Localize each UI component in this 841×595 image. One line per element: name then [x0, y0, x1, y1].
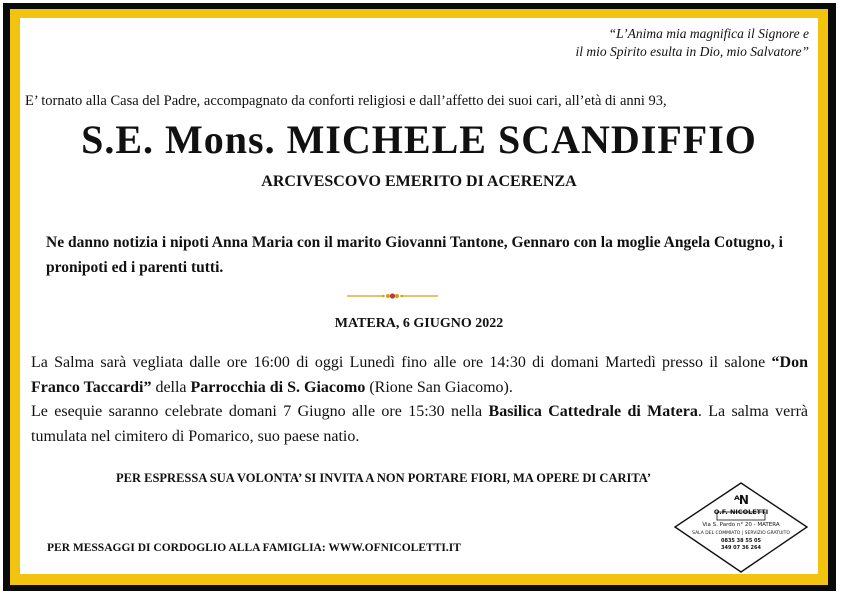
- wake-text-1: La Salma sarà vegliata dalle ore 16:00 di oggi Lunedì fino alle ore 14:30 di domani Martedì presso il salone: [31, 354, 772, 371]
- deceased-name: S.E. Mons. MICHELE SCANDIFFIO: [81, 117, 757, 162]
- funeral-details: [31, 351, 808, 449]
- wake-text-3: (Rione San Giacomo).: [365, 378, 513, 396]
- logo-address: Via S. Pardo n° 20 - MATERA: [702, 522, 780, 528]
- wake-paragraph: [31, 351, 808, 400]
- parish-name: Parrocchia di S. Giacomo: [190, 378, 366, 396]
- funeral-text-2: . La salma verrà tumulata nel cimitero di Pomarico, suo paese natio.: [31, 403, 808, 445]
- logo-phone-1: 0835 38 55 05: [720, 538, 761, 544]
- salon-name: “Don Franco Taccardi”: [31, 354, 808, 396]
- scripture-quote: [575, 25, 809, 61]
- intro-text: E’ tornato alla Casa del Padre, accompagnato da conforti religiosi e dall’affetto dei suoi cari, all’età di anni 93,: [25, 93, 667, 109]
- quote-line-1: “L’Anima mia magnifica il Signore e: [608, 26, 809, 41]
- funeral-text-1: Le esequie saranno celebrate domani 7 Giugno alle ore 15:30 nella: [31, 403, 489, 420]
- quote-line-2: il mio Spirito esulta in Dio, mio Salvatore”: [575, 44, 809, 59]
- logo-services: SALA DEL COMMIATO | SERVIZIO GRATUITO: [692, 531, 790, 536]
- logo-phone-2: 349 07 36 264: [720, 545, 761, 551]
- ornamental-divider-icon: [345, 291, 440, 301]
- wake-text-2: della: [151, 378, 191, 396]
- deceased-role: ARCIVESCOVO EMERITO DI ACERENZA: [261, 173, 577, 190]
- no-flowers-notice: PER ESPRESSA SUA VOLONTA’ SI INVITA A NON PORTARE FIORI, MA OPERE DI CARITA’: [116, 471, 652, 485]
- logo-brand: O.F. NICOLETTI: [713, 508, 769, 516]
- family-announcement: Ne danno notizia i nipoti Anna Maria con il marito Giovanni Tantone, Gennaro con la moglie Angela Cotugno, i pronipoti ed i parenti tutti.: [46, 234, 783, 276]
- logo-monogram: ᴬN: [734, 493, 748, 507]
- funeral-home-logo: [673, 481, 809, 574]
- funeral-paragraph: [31, 400, 808, 449]
- cathedral-name: Basilica Cattedrale di Matera: [488, 403, 698, 420]
- dateline: MATERA, 6 GIUGNO 2022: [334, 316, 504, 331]
- condolences-notice: PER MESSAGGI DI CORDOGLIO ALLA FAMIGLIA: WWW.OFNICOLETTI.IT: [47, 542, 461, 554]
- obituary-notice: [20, 18, 818, 574]
